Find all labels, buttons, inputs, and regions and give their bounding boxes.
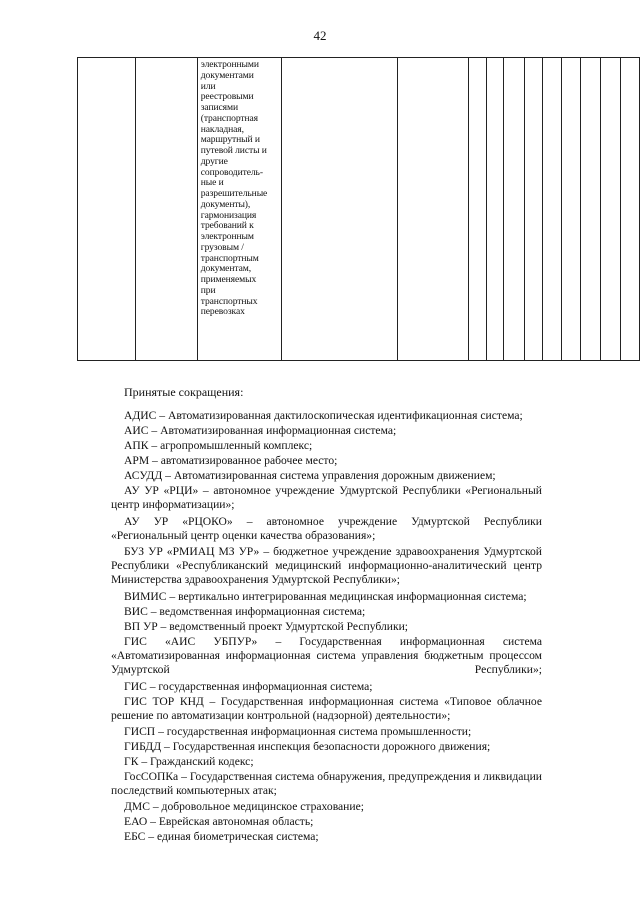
abbreviation-item: АДИС – Автоматизированная дактилоскопическая идентификационная система;: [124, 409, 523, 422]
continued-table: [77, 57, 640, 361]
cell-text-line: перевозках: [200, 306, 245, 318]
page-number: 42: [313, 28, 327, 43]
cell-text-line: путевой листы и: [200, 145, 267, 156]
abbreviation-item: ГИС – государственная информационная система;: [124, 680, 373, 693]
abbreviation-item: ГИС ТОР КНД – Государственная информационная система «Типовое облачное решение по автоматизации контрольной (надзорной) деятельности»;: [111, 695, 542, 722]
table-cell: [78, 58, 136, 361]
table-cell: [135, 58, 197, 361]
abbreviation-item: ГИСП – государственная информационная система промышленности;: [124, 725, 472, 738]
abbreviation-item: АУ УР «РЦОКО» – автономное учреждение Удмуртской Республики «Региональный центр оценки качества образования»;: [111, 515, 542, 542]
abbreviation-item: АРМ – автоматизированное рабочее место;: [124, 454, 338, 467]
abbreviation-item: АУ УР «РЦИ» – автономное учреждение Удмуртской Республики «Региональный центр информатизации»;: [111, 484, 542, 511]
cell-text-line: документам,: [200, 263, 252, 275]
abbreviation-item: ВИС – ведомственная информационная система;: [124, 605, 366, 618]
abbreviation-item: ГИС «АИС УБПУР» – Государственная информационная система «Автоматизированная информационная система управления бюджетным процессом Удмуртской Республики»;: [111, 635, 542, 676]
table-cell: [543, 58, 562, 361]
table-cell: [504, 58, 525, 361]
table-cell: [581, 58, 601, 361]
cell-text-line: гармонизация: [200, 209, 257, 221]
abbreviation-item: ГосСОПКа – Государственная система обнаружения, предупреждения и ликвидации последствий компьютерных атак;: [111, 770, 542, 797]
table-cell: [600, 58, 620, 361]
cell-text-line: (транспортная: [200, 112, 258, 124]
cell-text-line: другие: [200, 155, 228, 167]
cell-text-line: при: [200, 284, 216, 296]
abbreviation-item: АИС – Автоматизированная информационная система;: [124, 424, 397, 437]
cell-text-line: маршрутный и: [200, 134, 260, 146]
table-cell: [398, 58, 469, 361]
cell-text-line: накладная,: [200, 123, 244, 135]
cell-text-line: ные и: [200, 177, 224, 189]
abbreviation-item: ЕБС – единая биометрическая система;: [124, 830, 319, 843]
cell-text-line: применяемых: [200, 274, 257, 285]
cell-text-line: транспортных: [200, 295, 258, 307]
abbreviation-item: ЕАО – Еврейская автономная область;: [124, 815, 314, 828]
abbreviation-item: ГИБДД – Государственная инспекция безопасности дорожного движения;: [124, 740, 491, 753]
cell-text-line: записями: [200, 102, 239, 113]
cell-text-line: или: [200, 80, 216, 92]
cell-text: [198, 58, 281, 318]
table-cell: [487, 58, 504, 361]
cell-text-line: разрешительные: [200, 188, 268, 199]
cell-text-line: электронным: [200, 231, 254, 242]
table-cell: [620, 58, 639, 361]
abbreviation-item: АПК – агропромышленный комплекс;: [124, 439, 313, 452]
cell-text-line: электронными: [200, 59, 259, 70]
cell-text-line: требований к: [200, 220, 254, 232]
abbreviation-item: ГК – Гражданский кодекс;: [124, 755, 254, 768]
cell-text-line: документы),: [200, 198, 251, 210]
table-cell: [525, 58, 543, 361]
abbreviation-item: БУЗ УР «РМИАЦ МЗ УР» – бюджетное учреждение здравоохранения Удмуртской Республики «Республиканский медицинский информационно-аналитический центр Министерства здравоохранения Удмуртской Республики»;: [111, 545, 542, 586]
table-cell: [562, 58, 581, 361]
abbreviation-item: ВИМИС – вертикально интегрированная медицинская информационная система;: [124, 590, 527, 603]
table-cell-description: [197, 58, 281, 361]
cell-text-line: грузовым /: [200, 241, 244, 253]
table-row: [78, 58, 640, 361]
abbreviation-item: ДМС – добровольное медицинское страхование;: [124, 800, 364, 813]
cell-text-line: сопроводитель-: [200, 166, 263, 178]
abbreviation-item: ВП УР – ведомственный проект Удмуртской Республики;: [124, 620, 408, 633]
abbreviation-item: АСУДД – Автоматизированная система управления дорожным движением;: [124, 469, 496, 482]
table-cell: [469, 58, 487, 361]
cell-text-line: реестровыми: [200, 91, 254, 103]
cell-text-line: документами: [200, 69, 254, 81]
abbreviations-heading: Принятые сокращения:: [124, 385, 244, 399]
table-cell: [281, 58, 398, 361]
cell-text-line: транспортным: [200, 252, 259, 264]
